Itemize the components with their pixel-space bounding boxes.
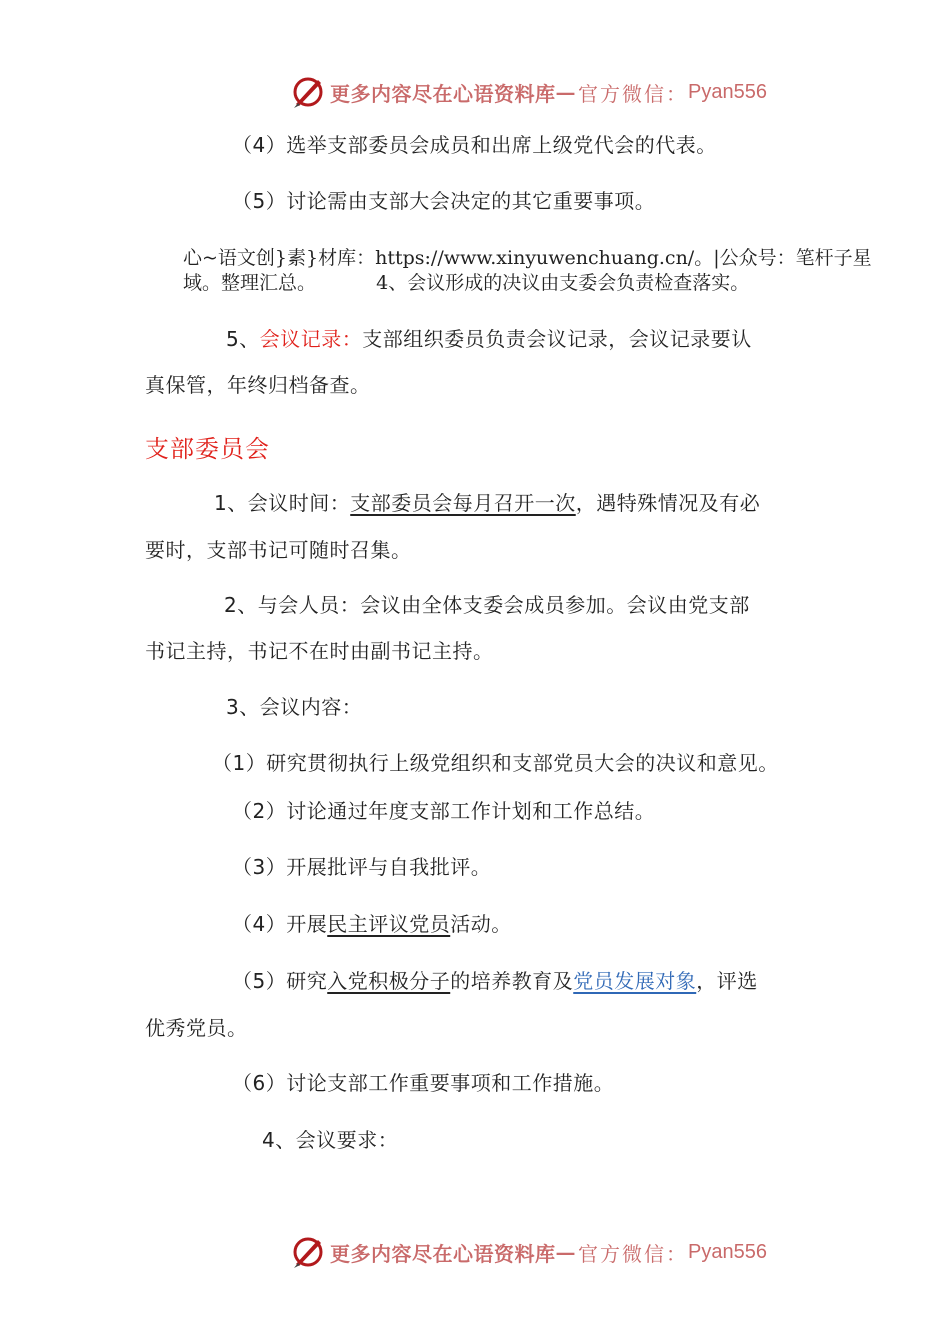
meeting-record-line2: 真保管，年终归档备查。	[145, 373, 371, 397]
source-notice-line2	[183, 271, 749, 296]
watermark-wechat-id: Pyan556	[688, 1240, 767, 1263]
meeting-record-text: 支部组织委员负责会议记录，会议记录要认	[362, 327, 752, 351]
pen-logo-icon	[290, 74, 326, 110]
content-item-4-underlined: 民主评议党员	[327, 912, 451, 936]
source-notice-tail: 域。整理汇总。	[183, 272, 317, 294]
content-item-4	[232, 911, 512, 937]
watermark-wechat-label: 官方微信：	[578, 1241, 688, 1266]
line-item-4-elect: （4）选举支部委员会成员和出席上级党代会的代表。	[232, 133, 717, 157]
section-heading: 支部委员会	[145, 435, 270, 463]
pen-logo-icon	[290, 1234, 326, 1270]
watermark-banner-top	[290, 72, 767, 112]
content-item-5-underlined: 入党积极分子	[327, 969, 451, 993]
content-item-4-pre: （4）开展	[232, 912, 328, 936]
content-item-3: （3）开展批评与自我批评。	[232, 855, 492, 879]
party-development-link[interactable]: 党员发展对象	[573, 969, 697, 993]
watermark-text: 更多内容尽在心语资料库	[330, 81, 556, 106]
attendees-line: 2、与会人员：会议由全体支委会成员参加。会议由党支部	[224, 593, 750, 617]
line-item-5-discuss: （5）讨论需由支部大会决定的其它重要事项。	[232, 189, 656, 213]
meeting-record-label: 会议记录：	[259, 327, 363, 351]
content-item-5-mid: 的培养教育及	[450, 969, 574, 993]
meeting-time-label: 1、会议时间：	[214, 491, 351, 515]
resolution-check-text: 4、会议形成的决议由支委会负责检查落实。	[376, 272, 750, 294]
meeting-content-heading: 3、会议内容：	[226, 695, 363, 719]
content-item-5	[232, 968, 758, 994]
content-item-2: （2）讨论通过年度支部工作计划和工作总结。	[232, 799, 656, 823]
attendees-line2: 书记主持，书记不在时由副书记主持。	[145, 639, 494, 663]
content-item-5-pre: （5）研究	[232, 969, 328, 993]
watermark-wechat-id: Pyan556	[688, 80, 767, 103]
content-item-4-post: 活动。	[450, 912, 512, 936]
content-item-6: （6）讨论支部工作重要事项和工作措施。	[232, 1071, 615, 1095]
meeting-record-num: 5、	[226, 327, 260, 351]
meeting-requirements-heading: 4、会议要求：	[262, 1128, 399, 1152]
content-item-1: （1）研究贯彻执行上级党组织和支部党员大会的决议和意见。	[212, 751, 779, 775]
meeting-time-rest: ，遇特殊情况及有必	[575, 491, 761, 515]
content-item-5-post: ，评选	[696, 969, 758, 993]
meeting-time-underlined: 支部委员会每月召开一次	[350, 491, 576, 515]
watermark-banner-bottom	[290, 1232, 767, 1272]
watermark-text: 更多内容尽在心语资料库	[330, 1241, 556, 1266]
watermark-dash: —	[555, 1240, 576, 1264]
meeting-time-line2: 要时，支部书记可随时召集。	[145, 538, 412, 562]
meeting-record-line	[226, 326, 752, 352]
source-notice-line1: 心~语文创}素}材库：https://www.xinyuwenchuang.cn/。|公众号：笔杆子星	[183, 247, 872, 269]
meeting-time-line	[214, 490, 760, 516]
watermark-wechat-label: 官方微信：	[578, 81, 688, 106]
watermark-dash: —	[555, 80, 576, 104]
content-item-5-line2: 优秀党员。	[145, 1016, 248, 1040]
